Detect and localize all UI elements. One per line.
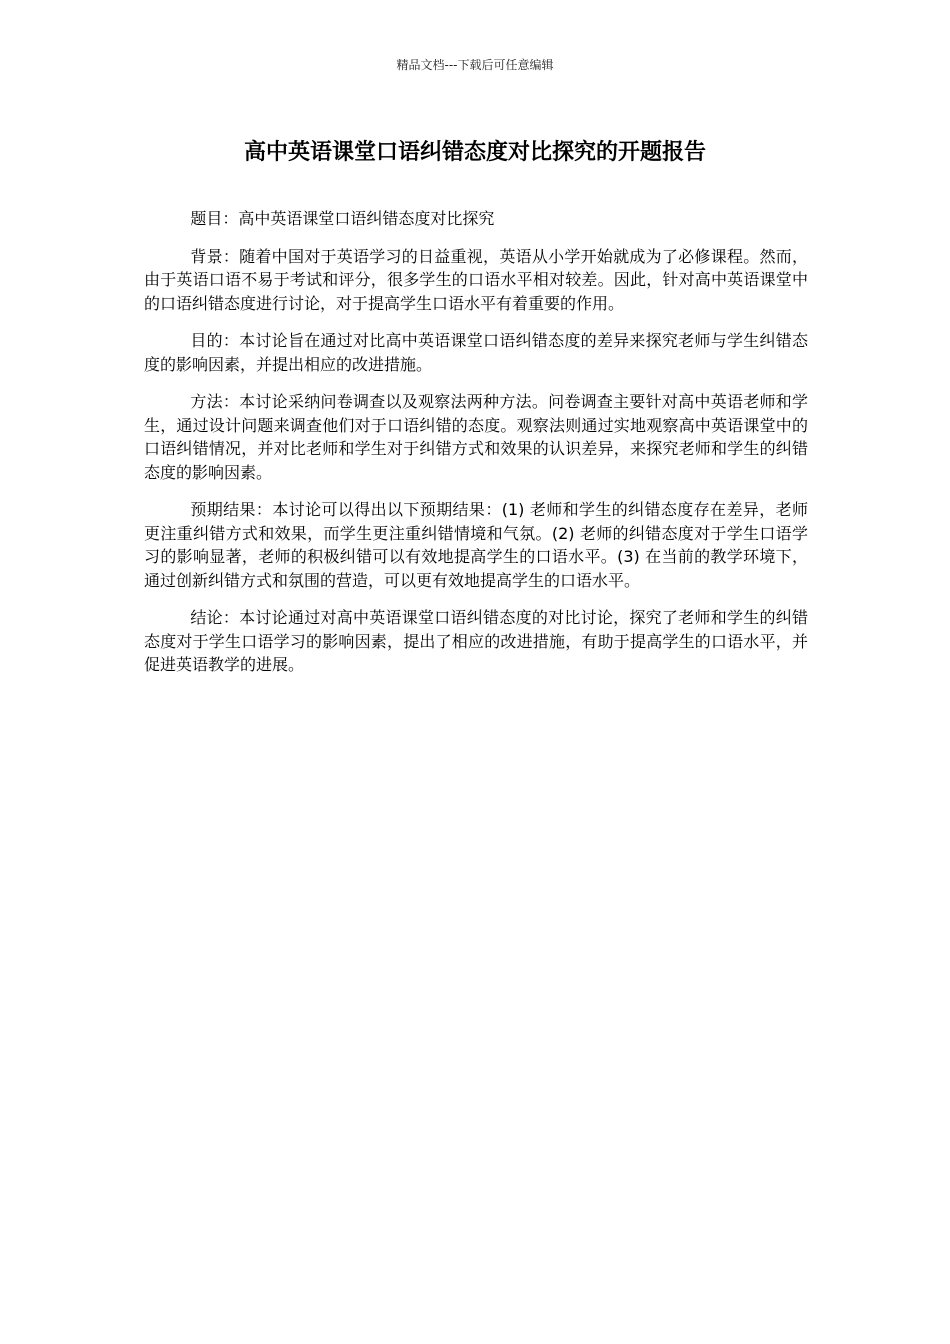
paragraph-topic: 题目：高中英语课堂口语纠错态度对比探究 — [190, 209, 495, 228]
paragraph-conclusion: 结论：本讨论通过对高中英语课堂口语纠错态度的对比讨论，探究了老师和学生的纠错态度对于学生口语学习的影响因素，提出了相应的改进措施，有助于提高学生的口语水平，并促进英语教学的进展。 — [144, 608, 808, 674]
paragraph-method: 方法：本讨论采纳问卷调查以及观察法两种方法。问卷调查主要针对高中英语老师和学生，通过设计问题来调查他们对于口语纠错的态度。观察法则通过实地观察高中英语课堂中的口语纠错情况，并对比老师和学生对于纠错方式和效果的认识差异，来探究老师和学生的纠错态度的影响因素。 — [144, 392, 808, 482]
document-title: 高中英语课堂口语纠错态度对比探究的开题报告 — [243, 140, 706, 165]
paragraph-background: 背景：随着中国对于英语学习的日益重视，英语从小学开始就成为了必修课程。然而，由于英语口语不易于考试和评分，很多学生的口语水平相对较差。因此，针对高中英语课堂中的口语纠错态度进行讨论，对于提高学生口语水平有着重要的作用。 — [144, 246, 808, 313]
page-header: 精品文档---下载后可任意编辑 — [396, 58, 554, 72]
paragraph-purpose: 目的：本讨论旨在通过对比高中英语课堂口语纠错态度的差异来探究老师与学生纠错态度的影响因素，并提出相应的改进措施。 — [144, 331, 808, 374]
document-body — [144, 207, 808, 691]
paragraph-expected-results: 预期结果：本讨论可以得出以下预期结果：(1) 老师和学生的纠错态度存在差异，老师更注重纠错方式和效果，而学生更注重纠错情境和气氛。(2) 老师的纠错态度对于学生口语学习的影响显著，老师的积极纠错可以有效地提高学生的口语水平。(3) 在当前的教学环境下，通过创新纠错方式和氛围的营造，可以更有效地提高学生的口语水平。 — [144, 500, 808, 590]
